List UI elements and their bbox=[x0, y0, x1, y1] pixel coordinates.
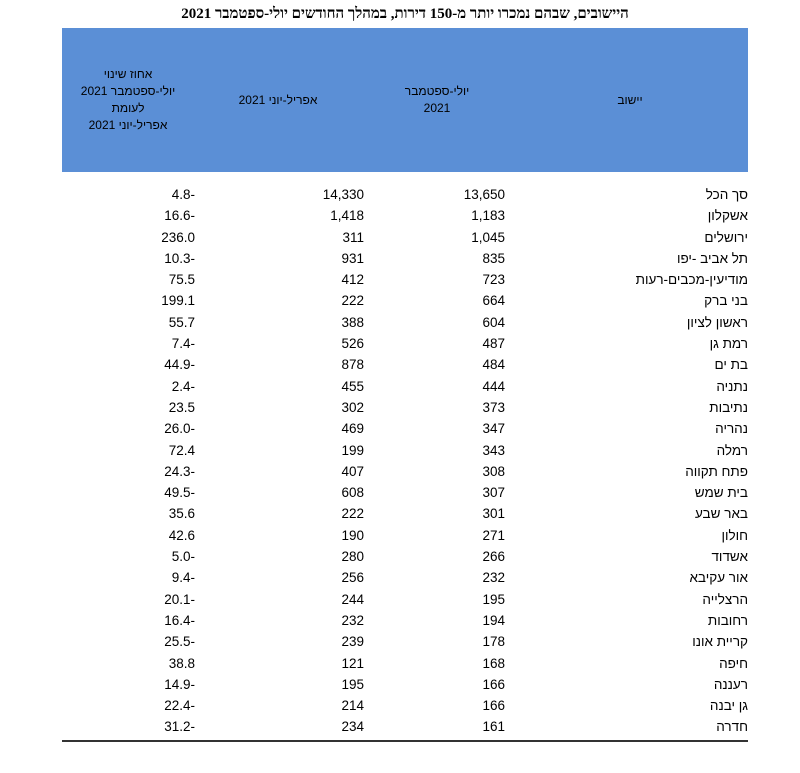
apr-jun-cell: 302 bbox=[341, 399, 364, 415]
table-row bbox=[62, 716, 748, 737]
town-cell: אור עקיבא bbox=[689, 570, 748, 586]
jul-sep-cell: 1,183 bbox=[471, 208, 505, 224]
apr-jun-cell: 195 bbox=[341, 676, 364, 692]
change-cell: 49.5- bbox=[164, 485, 195, 501]
apr-jun-cell: 469 bbox=[341, 421, 364, 437]
town-cell: פתח תקווה bbox=[685, 463, 748, 479]
jul-sep-cell: 266 bbox=[482, 549, 505, 565]
town-cell: ירושלים bbox=[704, 229, 748, 245]
apr-jun-cell: 1,418 bbox=[330, 208, 364, 224]
change-cell: 31.2- bbox=[164, 719, 195, 735]
table-row bbox=[62, 461, 748, 482]
jul-sep-cell: 444 bbox=[482, 378, 505, 394]
table-title: היישובים, שבהם נמכרו יותר מ-150 דירות, במהלך החודשים יולי-ספטמבר 2021 bbox=[181, 6, 629, 22]
table-row bbox=[62, 440, 748, 461]
change-cell: 35.6 bbox=[168, 506, 195, 522]
table-row bbox=[62, 567, 748, 588]
apr-jun-cell: 280 bbox=[341, 549, 364, 565]
table-row bbox=[62, 418, 748, 439]
town-cell: נתניה bbox=[716, 378, 748, 394]
table-row bbox=[62, 631, 748, 652]
town-cell: גן יבנה bbox=[709, 698, 748, 714]
change-cell: 20.1- bbox=[164, 591, 195, 607]
header-change-percent: אחוז שינוי יולי-ספטמבר 2021 לעומת אפריל-יוני 2021 bbox=[80, 67, 176, 132]
apr-jun-cell: 234 bbox=[341, 719, 364, 735]
apr-jun-cell: 222 bbox=[341, 293, 364, 309]
apr-jun-cell: 412 bbox=[341, 272, 364, 288]
table-row bbox=[62, 503, 748, 524]
jul-sep-cell: 484 bbox=[482, 357, 505, 373]
town-cell: נהריה bbox=[715, 421, 748, 437]
town-cell: רעננה bbox=[713, 676, 748, 692]
apr-jun-cell: 190 bbox=[341, 527, 364, 543]
table-row bbox=[62, 290, 748, 311]
table-row bbox=[62, 674, 748, 695]
change-cell: 236.0 bbox=[161, 229, 195, 245]
table-header bbox=[62, 28, 748, 172]
jul-sep-cell: 232 bbox=[482, 570, 505, 586]
jul-sep-cell: 301 bbox=[482, 506, 505, 522]
header-town: יישוב bbox=[617, 92, 643, 107]
town-cell: רחובות bbox=[707, 612, 748, 628]
apr-jun-cell: 214 bbox=[341, 698, 364, 714]
apr-jun-cell: 14,330 bbox=[322, 187, 364, 202]
table-row bbox=[62, 589, 748, 610]
change-cell: 5.0- bbox=[171, 549, 195, 565]
jul-sep-cell: 373 bbox=[482, 399, 505, 415]
jul-sep-cell: 166 bbox=[482, 698, 505, 714]
jul-sep-cell: 308 bbox=[482, 463, 505, 479]
apr-jun-cell: 878 bbox=[341, 357, 364, 373]
town-cell: בת ים bbox=[714, 357, 748, 373]
change-cell: 23.5 bbox=[168, 399, 195, 415]
jul-sep-cell: 343 bbox=[482, 442, 505, 458]
change-cell: 7.4- bbox=[171, 336, 195, 352]
jul-sep-cell: 13,650 bbox=[463, 187, 505, 202]
jul-sep-cell: 664 bbox=[482, 293, 505, 309]
apr-jun-cell: 256 bbox=[341, 570, 364, 586]
table-row bbox=[62, 653, 748, 674]
apr-jun-cell: 244 bbox=[341, 591, 364, 607]
table-row bbox=[62, 482, 748, 503]
jul-sep-cell: 723 bbox=[482, 272, 505, 288]
town-cell: חולון bbox=[721, 527, 748, 543]
town-cell: ראשון לציון bbox=[686, 314, 748, 330]
town-cell: רמלה bbox=[716, 442, 748, 458]
jul-sep-cell: 161 bbox=[482, 719, 505, 735]
table-row bbox=[62, 333, 748, 354]
change-cell: 199.1 bbox=[161, 293, 195, 309]
table-row bbox=[62, 184, 748, 205]
jul-sep-cell: 178 bbox=[482, 634, 505, 650]
town-cell: נתיבות bbox=[709, 399, 748, 415]
jul-sep-cell: 604 bbox=[482, 314, 505, 330]
jul-sep-cell: 194 bbox=[482, 612, 505, 628]
town-cell: רמת גן bbox=[709, 336, 748, 352]
change-cell: 38.8 bbox=[168, 655, 195, 671]
table-row bbox=[62, 397, 748, 418]
table-row bbox=[62, 610, 748, 631]
apr-jun-cell: 526 bbox=[341, 336, 364, 352]
change-cell: 4.8- bbox=[171, 187, 195, 202]
change-cell: 16.4- bbox=[164, 612, 195, 628]
jul-sep-cell: 166 bbox=[482, 676, 505, 692]
apr-jun-cell: 121 bbox=[341, 655, 364, 671]
change-cell: 22.4- bbox=[164, 698, 195, 714]
table-row bbox=[62, 695, 748, 716]
table-row bbox=[62, 546, 748, 567]
apr-jun-cell: 407 bbox=[341, 463, 364, 479]
town-cell: באר שבע bbox=[694, 506, 748, 522]
town-cell: בני ברק bbox=[704, 293, 748, 309]
change-cell: 24.3- bbox=[164, 463, 195, 479]
town-cell: אשדוד bbox=[711, 549, 748, 565]
apr-jun-cell: 311 bbox=[342, 229, 364, 245]
header-apr-jun-2021: אפריל-יוני 2021 bbox=[238, 92, 318, 107]
apartments-sold-table bbox=[62, 28, 748, 742]
town-cell: הרצלייה bbox=[702, 591, 748, 607]
change-cell: 75.5 bbox=[168, 272, 195, 288]
apr-jun-cell: 239 bbox=[341, 634, 364, 650]
town-cell: סך הכל bbox=[705, 187, 748, 202]
change-cell: 72.4 bbox=[168, 442, 195, 458]
town-cell: מודיעין-מכבים-רעות bbox=[635, 272, 748, 288]
table-row bbox=[62, 205, 748, 226]
table-row bbox=[62, 354, 748, 375]
town-cell: קריית אונו bbox=[692, 634, 748, 650]
town-cell: אשקלון bbox=[707, 208, 748, 224]
change-cell: 44.9- bbox=[164, 357, 195, 373]
town-cell: בית שמש bbox=[694, 485, 748, 501]
apr-jun-cell: 222 bbox=[341, 506, 364, 522]
apr-jun-cell: 931 bbox=[341, 250, 364, 266]
change-cell: 16.6- bbox=[164, 208, 195, 224]
change-cell: 26.0- bbox=[164, 421, 195, 437]
change-cell: 10.3- bbox=[164, 250, 195, 266]
change-cell: 14.9- bbox=[164, 676, 195, 692]
table-row bbox=[62, 248, 748, 269]
change-cell: 9.4- bbox=[171, 570, 195, 586]
header-jul-sep-2021: יולי-ספטמבר 2021 bbox=[404, 84, 470, 115]
jul-sep-cell: 1,045 bbox=[471, 229, 505, 245]
apr-jun-cell: 232 bbox=[341, 612, 364, 628]
apr-jun-cell: 455 bbox=[341, 378, 364, 394]
apr-jun-cell: 199 bbox=[341, 442, 364, 458]
apr-jun-cell: 608 bbox=[341, 485, 364, 501]
table-body bbox=[62, 184, 748, 742]
jul-sep-cell: 195 bbox=[482, 591, 505, 607]
jul-sep-cell: 487 bbox=[482, 336, 505, 352]
jul-sep-cell: 835 bbox=[482, 250, 505, 266]
table-row bbox=[62, 376, 748, 397]
town-cell: חדרה bbox=[716, 719, 748, 735]
table-row bbox=[62, 525, 748, 546]
apr-jun-cell: 388 bbox=[341, 314, 364, 330]
change-cell: 2.4- bbox=[171, 378, 195, 394]
change-cell: 42.6 bbox=[168, 527, 195, 543]
jul-sep-cell: 307 bbox=[482, 485, 505, 501]
town-cell: חיפה bbox=[719, 655, 748, 671]
table-row bbox=[62, 269, 748, 290]
table-row bbox=[62, 227, 748, 248]
change-cell: 25.5- bbox=[164, 634, 195, 650]
change-cell: 55.7 bbox=[168, 314, 195, 330]
table-row bbox=[62, 312, 748, 333]
town-cell: תל אביב -יפו bbox=[676, 250, 748, 266]
jul-sep-cell: 271 bbox=[482, 527, 505, 543]
jul-sep-cell: 168 bbox=[482, 655, 505, 671]
jul-sep-cell: 347 bbox=[482, 421, 505, 437]
